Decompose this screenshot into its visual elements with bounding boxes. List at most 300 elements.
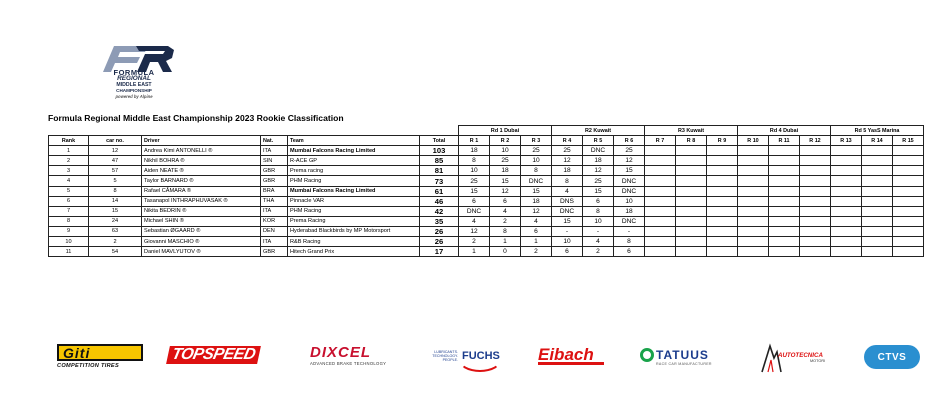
col-header-race: R 3 (521, 136, 552, 146)
race-result-cell (893, 156, 924, 166)
total-cell: 26 (420, 237, 459, 247)
ctvs-wordmark: CTVS (864, 345, 920, 369)
race-result-cell (893, 216, 924, 226)
table-row (49, 156, 924, 166)
round-header: Rd 1 Dubai (459, 126, 552, 136)
col-header-race: R 10 (738, 136, 769, 146)
total-cell: 73 (420, 176, 459, 186)
team-cell: R&B Racing (288, 237, 420, 247)
race-result-cell: 15 (552, 216, 583, 226)
race-result-cell (707, 216, 738, 226)
race-result-cell: DNC (614, 216, 645, 226)
race-result-cell: 8 (583, 206, 614, 216)
nationality-cell: ITA (261, 146, 288, 156)
race-result-cell (707, 156, 738, 166)
logo-text-powered: powered by Alpine (115, 94, 153, 99)
dixcel-wordmark: DIXCEL (310, 344, 372, 361)
race-result-cell (676, 206, 707, 216)
sponsor-strip (0, 338, 950, 378)
total-cell: 35 (420, 216, 459, 226)
giti-wordmark: Giti (57, 344, 143, 361)
col-header-race: R 15 (893, 136, 924, 146)
race-result-cell (831, 166, 862, 176)
race-result-cell: 6 (614, 247, 645, 257)
col-header-race: R 5 (583, 136, 614, 146)
driver-cell: Andrea Kimi ANTONELLI ® (142, 146, 261, 156)
total-cell: 42 (420, 206, 459, 216)
race-result-cell (769, 226, 800, 236)
col-header-race: R 9 (707, 136, 738, 146)
race-result-cell (707, 176, 738, 186)
table-row (49, 237, 924, 247)
race-result-cell: 18 (552, 166, 583, 176)
race-result-cell: 18 (459, 146, 490, 156)
race-result-cell (831, 176, 862, 186)
race-result-cell: 10 (583, 216, 614, 226)
car-number-cell: 12 (89, 146, 142, 156)
classification-rows (49, 146, 924, 257)
race-result-cell: 25 (459, 176, 490, 186)
race-result-cell: 8 (552, 176, 583, 186)
race-result-cell (676, 237, 707, 247)
race-result-cell (893, 166, 924, 176)
race-result-cell (893, 186, 924, 196)
race-result-cell: 25 (521, 146, 552, 156)
race-result-cell: 1 (521, 237, 552, 247)
driver-cell: Taylor BARNARD ® (142, 176, 261, 186)
race-result-cell (676, 226, 707, 236)
race-result-cell (769, 166, 800, 176)
race-result-cell (831, 216, 862, 226)
team-cell: Mumbai Falcons Racing Limited (288, 146, 420, 156)
race-result-cell: 12 (521, 206, 552, 216)
race-result-cell: 2 (583, 247, 614, 257)
race-result-cell (738, 196, 769, 206)
race-result-cell (645, 247, 676, 257)
team-cell: Hitech Grand Prix (288, 247, 420, 257)
race-result-cell: 25 (552, 146, 583, 156)
race-result-cell: 10 (552, 237, 583, 247)
race-result-cell: 10 (614, 196, 645, 206)
race-result-cell (893, 146, 924, 156)
total-cell: 17 (420, 247, 459, 257)
total-cell: 46 (420, 196, 459, 206)
rank-cell: 7 (49, 206, 89, 216)
race-result-cell (769, 206, 800, 216)
col-header-team: Team (288, 136, 420, 146)
race-result-cell: 6 (583, 196, 614, 206)
race-result-cell (862, 146, 893, 156)
race-result-cell: 4 (459, 216, 490, 226)
race-result-cell: 25 (614, 146, 645, 156)
car-number-cell: 15 (89, 206, 142, 216)
table-row (49, 196, 924, 206)
rank-cell: 2 (49, 156, 89, 166)
nationality-cell: ITA (261, 206, 288, 216)
race-result-cell (831, 156, 862, 166)
race-result-cell (645, 176, 676, 186)
car-number-cell: 54 (89, 247, 142, 257)
total-cell: 85 (420, 156, 459, 166)
race-result-cell: 12 (552, 156, 583, 166)
race-result-cell (645, 237, 676, 247)
race-result-cell (676, 156, 707, 166)
race-result-cell: 15 (614, 166, 645, 176)
race-result-cell (831, 237, 862, 247)
table-row (49, 186, 924, 196)
nationality-cell: GBR (261, 166, 288, 176)
nationality-cell: DEN (261, 226, 288, 236)
race-result-cell (769, 176, 800, 186)
race-result-cell (738, 176, 769, 186)
race-result-cell (707, 186, 738, 196)
race-result-cell: 8 (614, 237, 645, 247)
team-cell: Prema racing (288, 166, 420, 176)
nationality-cell: GBR (261, 247, 288, 257)
race-result-cell: DNC (583, 146, 614, 156)
race-result-cell: 2 (521, 247, 552, 257)
race-result-cell (800, 196, 831, 206)
nationality-cell: BRA (261, 186, 288, 196)
race-result-cell (800, 166, 831, 176)
race-result-cell (862, 196, 893, 206)
race-result-cell (831, 196, 862, 206)
race-result-cell (800, 146, 831, 156)
race-result-cell: 4 (552, 186, 583, 196)
team-cell: Mumbai Falcons Racing Limited (288, 186, 420, 196)
race-result-cell: 4 (521, 216, 552, 226)
race-result-cell (800, 247, 831, 257)
total-cell: 103 (420, 146, 459, 156)
fr-logo (90, 44, 180, 106)
logo-text-middle-east: MIDDLE EAST (116, 82, 152, 88)
race-result-cell: 1 (459, 247, 490, 257)
rank-cell: 4 (49, 176, 89, 186)
race-result-cell: 8 (459, 156, 490, 166)
race-result-cell (645, 216, 676, 226)
race-result-cell (862, 216, 893, 226)
tatuus-gear-icon (640, 348, 654, 362)
race-result-cell: 18 (521, 196, 552, 206)
race-result-cell: 4 (583, 237, 614, 247)
race-result-cell (862, 156, 893, 166)
topspeed-wordmark: TOPSPEED (166, 346, 261, 364)
race-result-cell (831, 206, 862, 216)
race-result-cell: 18 (490, 166, 521, 176)
race-result-cell: 8 (490, 226, 521, 236)
race-result-cell: 12 (614, 156, 645, 166)
col-header-car-no: car no. (89, 136, 142, 146)
race-result-cell: 4 (490, 206, 521, 216)
driver-cell: Aiden NEATE ® (142, 166, 261, 176)
topspeed-logo (168, 346, 284, 364)
race-result-cell: DNC (614, 176, 645, 186)
race-result-cell (738, 216, 769, 226)
col-header-race: R 14 (862, 136, 893, 146)
col-header-rank: Rank (49, 136, 89, 146)
race-result-cell (862, 166, 893, 176)
race-result-cell (831, 186, 862, 196)
race-result-cell (676, 176, 707, 186)
race-result-cell (893, 176, 924, 186)
round-header: R3 Kuwait (645, 126, 738, 136)
round-header: Rd 4 Dubai (738, 126, 831, 136)
race-result-cell (769, 146, 800, 156)
dixcel-logo (310, 344, 406, 366)
nationality-cell: SIN (261, 156, 288, 166)
race-result-cell (769, 237, 800, 247)
round-header: Rd 5 YasS Marina (831, 126, 924, 136)
race-result-cell: - (614, 226, 645, 236)
race-result-cell (645, 156, 676, 166)
rank-cell: 1 (49, 146, 89, 156)
fuchs-wordmark: FUCHS (462, 350, 500, 362)
race-result-cell: 15 (521, 186, 552, 196)
col-header-race: R 1 (459, 136, 490, 146)
race-result-cell (862, 247, 893, 257)
rank-cell: 8 (49, 216, 89, 226)
car-number-cell: 24 (89, 216, 142, 226)
race-result-cell: 18 (583, 156, 614, 166)
race-result-cell: - (552, 226, 583, 236)
driver-cell: Daniel MAVLYUTOV ® (142, 247, 261, 257)
race-result-cell (676, 186, 707, 196)
race-result-cell: 15 (459, 186, 490, 196)
race-result-cell (707, 196, 738, 206)
ctvs-logo (864, 345, 920, 369)
col-header-race: R 7 (645, 136, 676, 146)
race-result-cell: 25 (490, 156, 521, 166)
race-result-cell (893, 226, 924, 236)
rank-cell: 9 (49, 226, 89, 236)
race-result-cell (738, 166, 769, 176)
col-header-race: R 2 (490, 136, 521, 146)
race-result-cell (831, 226, 862, 236)
driver-cell: Nikita BEDRIN ® (142, 206, 261, 216)
table-row (49, 176, 924, 186)
race-result-cell (645, 186, 676, 196)
race-result-cell (645, 226, 676, 236)
race-result-cell (707, 237, 738, 247)
race-result-cell: 0 (490, 247, 521, 257)
race-result-cell (893, 247, 924, 257)
eibach-wordmark: Eibach (538, 345, 594, 364)
page-title: Formula Regional Middle East Championship 2023 Rookie Classification (48, 113, 344, 123)
giti-logo (57, 344, 143, 369)
col-header-race: R 4 (552, 136, 583, 146)
col-header-total: Total (420, 136, 459, 146)
race-result-cell (862, 176, 893, 186)
autotecnica-sub: MOTORI (810, 359, 826, 363)
col-header-nat: Nat. (261, 136, 288, 146)
car-number-cell: 5 (89, 176, 142, 186)
race-result-cell (707, 166, 738, 176)
race-result-cell (862, 206, 893, 216)
eibach-logo (538, 345, 614, 369)
race-result-cell (676, 247, 707, 257)
race-result-cell (831, 146, 862, 156)
race-result-cell (738, 247, 769, 257)
logo-text-championship: CHAMPIONSHIP (116, 88, 152, 93)
car-number-cell: 14 (89, 196, 142, 206)
race-result-cell (707, 247, 738, 257)
driver-cell: Sebastian ØGAARD ® (142, 226, 261, 236)
nationality-cell: THA (261, 196, 288, 206)
driver-cell: Rafael CÂMARA ® (142, 186, 261, 196)
race-result-cell (769, 196, 800, 206)
race-result-cell (676, 216, 707, 226)
race-result-cell: 10 (490, 146, 521, 156)
race-result-cell: 10 (521, 156, 552, 166)
col-header-race: R 13 (831, 136, 862, 146)
team-cell: R-ACE GP (288, 156, 420, 166)
race-result-cell: DNC (521, 176, 552, 186)
col-header-driver: Driver (142, 136, 261, 146)
race-result-cell (862, 237, 893, 247)
race-result-cell (645, 206, 676, 216)
team-cell: PHM Racing (288, 176, 420, 186)
race-result-cell (676, 146, 707, 156)
rank-cell: 11 (49, 247, 89, 257)
race-result-cell (800, 226, 831, 236)
race-result-cell (800, 186, 831, 196)
nationality-cell: GBR (261, 176, 288, 186)
race-result-cell: DNC (552, 206, 583, 216)
col-header-race: R 12 (800, 136, 831, 146)
race-result-cell: 12 (583, 166, 614, 176)
table-row (49, 247, 924, 257)
car-number-cell: 57 (89, 166, 142, 176)
rookie-classification-table (48, 125, 924, 257)
tatuus-tagline: RACE CAR MANUFACTURER (656, 362, 712, 366)
race-result-cell (645, 146, 676, 156)
race-result-cell: 12 (490, 186, 521, 196)
team-cell: Prema Racing (288, 216, 420, 226)
car-number-cell: 63 (89, 226, 142, 236)
nationality-cell: ITA (261, 237, 288, 247)
fuchs-tagline: LUBRICANTS. TECHNOLOGY. PEOPLE. (432, 350, 458, 362)
race-result-cell (769, 216, 800, 226)
driver-cell: Michael SHIN ® (142, 216, 261, 226)
race-result-cell (738, 156, 769, 166)
team-cell: Hyderabad Blackbirds by MP Motorsport (288, 226, 420, 236)
race-result-cell (862, 186, 893, 196)
race-result-cell (769, 247, 800, 257)
table-row (49, 226, 924, 236)
giti-tagline: COMPETITION TIRES (57, 363, 119, 369)
race-result-cell: 15 (490, 176, 521, 186)
race-result-cell: 18 (614, 206, 645, 216)
driver-cell: Tasanapol INTHRAPHUVASAK ® (142, 196, 261, 206)
race-result-cell (831, 247, 862, 257)
autotecnica-wordmark: AUTOTECNICA (778, 352, 823, 359)
tatuus-logo (640, 348, 732, 366)
race-result-cell (800, 156, 831, 166)
team-cell: Pinnacle VAR (288, 196, 420, 206)
nationality-cell: KOR (261, 216, 288, 226)
logo-text-formula: FORMULA (113, 68, 155, 77)
race-result-cell (676, 196, 707, 206)
race-result-cell: 2 (490, 216, 521, 226)
race-result-cell (893, 206, 924, 216)
race-result-cell: 6 (459, 196, 490, 206)
rank-cell: 5 (49, 186, 89, 196)
race-result-cell (738, 226, 769, 236)
race-result-cell (645, 196, 676, 206)
car-number-cell: 8 (89, 186, 142, 196)
total-cell: 81 (420, 166, 459, 176)
race-result-cell (738, 237, 769, 247)
rank-cell: 10 (49, 237, 89, 247)
table-row (49, 146, 924, 156)
column-header-row (49, 136, 924, 146)
driver-cell: Giovanni MASCHIO ® (142, 237, 261, 247)
race-result-cell (893, 196, 924, 206)
table-row (49, 216, 924, 226)
round-header: R2 Kuwait (552, 126, 645, 136)
team-cell: PHM Racing (288, 206, 420, 216)
round-header-row (49, 126, 924, 136)
race-result-cell: DNS (552, 196, 583, 206)
race-result-cell: 6 (490, 196, 521, 206)
race-result-cell (800, 206, 831, 216)
race-result-cell: DNC (459, 206, 490, 216)
rank-cell: 6 (49, 196, 89, 206)
race-result-cell: 15 (583, 186, 614, 196)
tatuus-wordmark: TATUUS (656, 348, 709, 362)
race-result-cell: 1 (490, 237, 521, 247)
race-result-cell (800, 237, 831, 247)
dixcel-tagline: ADVANCED BRAKE TECHNOLOGY (310, 361, 387, 366)
table-row (49, 166, 924, 176)
rank-cell: 3 (49, 166, 89, 176)
race-result-cell: 6 (552, 247, 583, 257)
race-result-cell: DNC (614, 186, 645, 196)
race-result-cell (738, 186, 769, 196)
autotecnica-logo (760, 340, 840, 374)
race-result-cell (645, 166, 676, 176)
race-result-cell: 6 (521, 226, 552, 236)
logo-text-regional: REGIONAL (117, 75, 151, 82)
race-result-cell (707, 226, 738, 236)
race-result-cell (769, 186, 800, 196)
race-result-cell (893, 237, 924, 247)
race-result-cell: - (583, 226, 614, 236)
col-header-race: R 11 (769, 136, 800, 146)
race-result-cell (800, 216, 831, 226)
race-result-cell (800, 176, 831, 186)
car-number-cell: 47 (89, 156, 142, 166)
race-result-cell (707, 146, 738, 156)
race-result-cell: 25 (583, 176, 614, 186)
total-cell: 26 (420, 226, 459, 236)
race-result-cell (862, 226, 893, 236)
race-result-cell: 10 (459, 166, 490, 176)
race-result-cell: 2 (459, 237, 490, 247)
race-result-cell (738, 146, 769, 156)
race-result-cell: 12 (459, 226, 490, 236)
race-result-cell: 8 (521, 166, 552, 176)
col-header-race: R 8 (676, 136, 707, 146)
car-number-cell: 2 (89, 237, 142, 247)
race-result-cell (769, 156, 800, 166)
race-result-cell (738, 206, 769, 216)
total-cell: 61 (420, 186, 459, 196)
col-header-race: R 6 (614, 136, 645, 146)
race-result-cell (707, 206, 738, 216)
driver-cell: Nikhil BOHRA ® (142, 156, 261, 166)
race-result-cell (676, 166, 707, 176)
